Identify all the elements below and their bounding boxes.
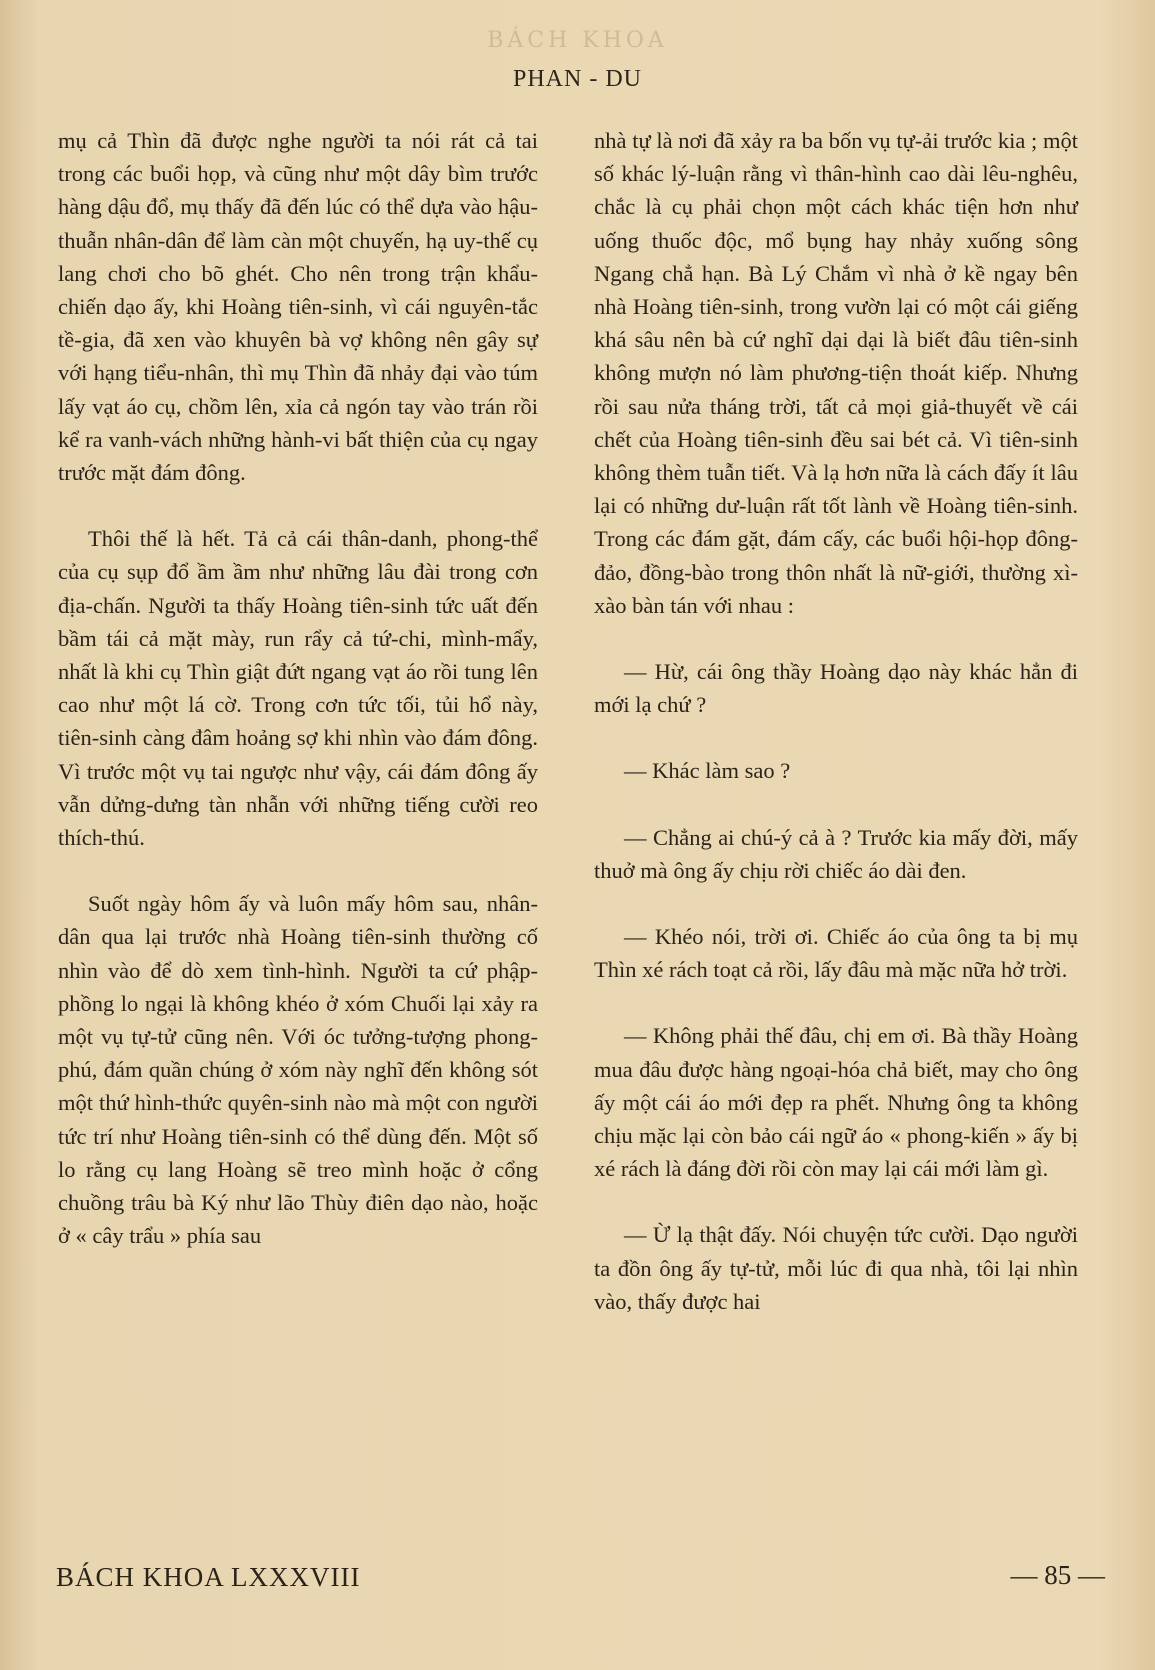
running-head-show-through: BÁCH KHOA bbox=[487, 28, 668, 53]
dialogue-line: — Hừ, cái ông thầy Hoàng dạo này khác hẳn đi mới lạ chứ ? bbox=[594, 659, 1078, 718]
dialogue-line: — Chẳng ai chú-ý cả à ? Trước kia mấy đời, mấy thuở mà ông ấy chịu rời chiếc áo dài đen. bbox=[594, 824, 1078, 883]
paragraph: Thôi thế là hết. Tả cả cái thân-danh, phong-thể của cụ sụp đổ ầm ầm như những lâu đài trong cơn địa-chấn. Người ta thấy Hoàng tiên-sinh tức uất đến bầm tái cả mặt mày, run rẩy cả tứ-chi, mình-mẩy, nhất là khi cụ Thìn giật đứt ngang vạt áo rồi tung lên cao như một lá cờ. Trong cơn tức tối, tủi hổ này, tiên-sinh càng đâm hoảng sợ khi nhìn vào đám đông. Vì trước một vụ tai ngược như vậy, cái đám đông ấy vẫn dửng-dưng tàn nhẫn với những tiếng cười reo thích-thú. bbox=[58, 526, 538, 851]
author-header: PHAN - DU bbox=[513, 66, 642, 92]
dialogue-line: — Khác làm sao ? bbox=[624, 758, 791, 784]
paragraph: nhà tự là nơi đã xảy ra ba bốn vụ tự-ải trước kia ; một số khác lý-luận rằng vì thân-hình cao dài lêu-nghêu, chắc là cụ phải chọn một cách khác tiện hơn như uống thuốc độc, mổ bụng hay nhảy xuống sông Ngang chẳ hạn. Bà Lý Chắm vì nhà ở kề ngay bên nhà Hoàng tiên-sinh, trong vườn lại có một cái giếng khá sâu nên bà cứ nghĩ dại dại là biết đâu tiên-sinh không mượn nó làm phương-tiện thoát kiếp. Nhưng rồi sau nửa tháng trời, tất cả mọi giả-thuyết về cái chết của Hoàng tiên-sinh đều sai bét cả. Vì tiên-sinh không thèm tuẫn tiết. Và lạ hơn nữa là cách đấy ít lâu lại có những dư-luận rất tốt lành về Hoàng tiên-sinh. Trong các đám gặt, đám cấy, các buổi hội-họp đông-đảo, đồng-bào trong thôn nhất là nữ-giới, thường xì-xào bàn tán với nhau : bbox=[594, 128, 1078, 618]
magazine-issue-footer: BÁCH KHOA LXXXVIII bbox=[56, 1562, 361, 1592]
dialogue-line: — Khéo nói, trời ơi. Chiếc áo của ông ta bị mụ Thìn xé rách toạt cả rồi, lấy đâu mà mặc nữa hở trời. bbox=[594, 924, 1078, 983]
paragraph: mụ cả Thìn đã được nghe người ta nói rát cả tai trong các buổi họp, và cũng như một dây bìm trước hàng dậu đổ, mụ thấy đã đến lúc có thể dựa vào hậu-thuẫn nhân-dân để làm càn một chuyến, hạ uy-thế cụ lang chơi cho bõ ghét. Cho nên trong trận khẩu-chiến dạo ấy, khi Hoàng tiên-sinh, vì cái nguyên-tắc tề-gia, đã xen vào khuyên bà vợ không nên gây sự với hạng tiểu-nhân, thì mụ Thìn đã nhảy đại vào túm lấy vạt áo cụ, chồm lên, xỉa cả ngón tay vào trán rồi kể ra vanh-vách những hành-vi bất thiện của cụ ngay trước mặt đám đông. bbox=[58, 128, 538, 486]
dialogue-line: — Ừ lạ thật đấy. Nói chuyện tức cười. Dạo người ta đồn ông ấy tự-tử, mỗi lúc đi qua nhà, tôi lại nhìn vào, thấy được hai bbox=[594, 1222, 1078, 1314]
right-column bbox=[594, 124, 1078, 1351]
page-number: — 85 — bbox=[1010, 1560, 1105, 1590]
dialogue-line: — Không phải thế đâu, chị em ơi. Bà thầy Hoàng mua đâu được hàng ngoại-hóa chả biết, may cho ông ấy một cái áo mới đẹp ra phết. Nhưng ông ta không chịu mặc lại còn bảo cái ngữ áo « phong-kiến » ấy bị xé rách là đáng đời rồi còn may lại cái mới làm gì. bbox=[594, 1023, 1078, 1182]
paragraph: Suốt ngày hôm ấy và luôn mấy hôm sau, nhân-dân qua lại trước nhà Hoàng tiên-sinh thường cố nhìn vào để dò xem tình-hình. Người ta cứ phập-phồng lo ngại là không khéo ở xóm Chuối lại xảy ra một vụ tự-tử cũng nên. Với óc tưởng-tượng phong-phú, đám quần chúng ở xóm này nghĩ đến không sót một thứ hình-thức quyên-sinh nào mà một con người tức trí như Hoàng tiên-sinh có thể dùng đến. Một số lo rằng cụ lang Hoàng sẽ treo mình hoặc ở cổng chuồng trâu bà Ký như lão Thùy điên dạo nào, hoặc ở « cây trẩu » phía sau bbox=[58, 891, 538, 1249]
left-column bbox=[58, 124, 538, 1286]
